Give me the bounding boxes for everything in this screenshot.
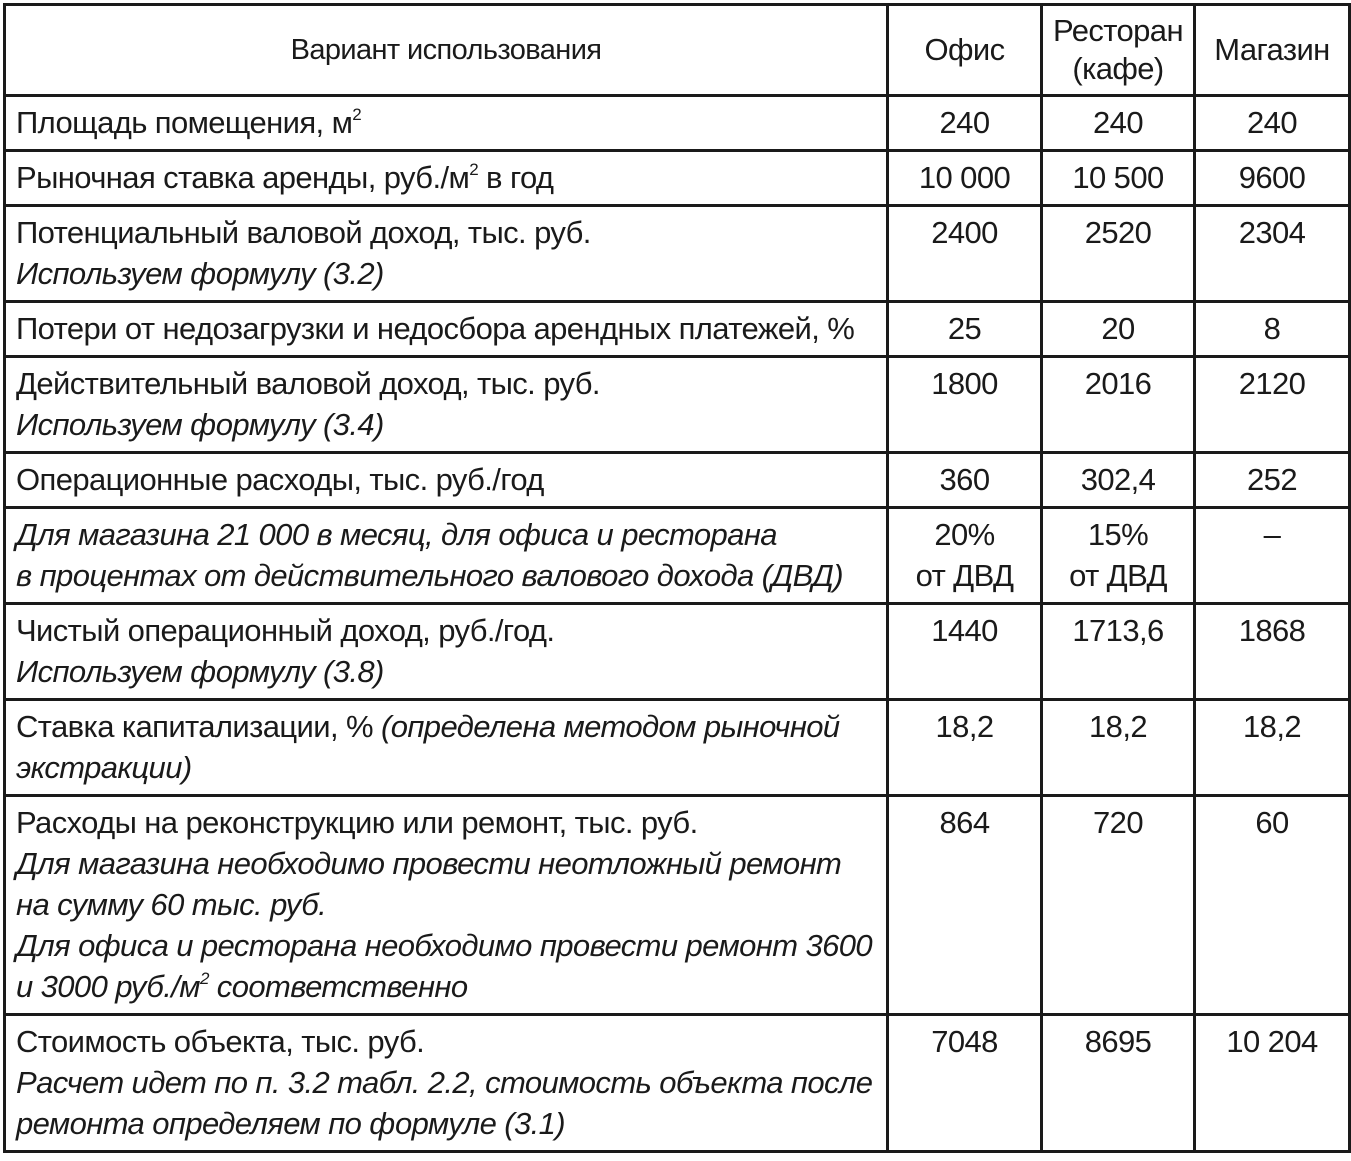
cell-shop: 10 204 bbox=[1195, 1015, 1350, 1152]
row-note-line: Расчет идет по п. 3.2 табл. 2.2, стоимость объекта после bbox=[16, 1065, 873, 1100]
table-row bbox=[5, 796, 1350, 1015]
cell-shop: 1868 bbox=[1195, 604, 1350, 700]
cell-restaurant: 240 bbox=[1042, 96, 1195, 151]
cell-shop: 60 bbox=[1195, 796, 1350, 1015]
row-note-line: Для магазина 21 000 в месяц, для офиса и ресторана bbox=[16, 517, 777, 552]
table-row bbox=[5, 96, 1350, 151]
cell-restaurant: 8695 bbox=[1042, 1015, 1195, 1152]
cell-shop: 2304 bbox=[1195, 206, 1350, 302]
row-label-text: Потенциальный валовой доход, тыс. руб. bbox=[16, 215, 591, 250]
row-note: Используем формулу (3.8) bbox=[16, 654, 384, 689]
table-row bbox=[5, 508, 1350, 604]
row-note-line: (определена методом рыночной bbox=[380, 709, 840, 744]
row-label bbox=[5, 700, 888, 796]
table-row bbox=[5, 302, 1350, 357]
cell-office: 864 bbox=[888, 796, 1042, 1015]
cell-restaurant: 10 500 bbox=[1042, 151, 1195, 206]
cell-shop: 8 bbox=[1195, 302, 1350, 357]
cell-office: 25 bbox=[888, 302, 1042, 357]
cell-office: 20% от ДВД bbox=[888, 508, 1042, 604]
cell-office: 10 000 bbox=[888, 151, 1042, 206]
table-row bbox=[5, 357, 1350, 453]
row-label-text: Ставка капитализации, % bbox=[16, 709, 381, 744]
row-label bbox=[5, 508, 888, 604]
cell-shop: 240 bbox=[1195, 96, 1350, 151]
row-note-line: Для магазина необходимо провести неотложный ремонт bbox=[16, 846, 842, 881]
cell-restaurant: 302,4 bbox=[1042, 453, 1195, 508]
valuation-table bbox=[3, 3, 1351, 1153]
cell-shop: – bbox=[1195, 508, 1350, 604]
header-restaurant-line2: (кафе) bbox=[1072, 51, 1164, 86]
row-label-text: Стоимость объекта, тыс. руб. bbox=[16, 1024, 425, 1059]
row-note-line: и 3000 $руб./м^2$ соответственно bbox=[16, 968, 468, 1004]
row-label: Рыночная ставка аренды, $руб./м^2$ в год bbox=[5, 151, 888, 206]
cell-restaurant: 18,2 bbox=[1042, 700, 1195, 796]
cell-restaurant: 15% от ДВД bbox=[1042, 508, 1195, 604]
header-usage-variant: Вариант использования bbox=[5, 5, 888, 96]
table-header-row bbox=[5, 5, 1350, 96]
cell-shop: 18,2 bbox=[1195, 700, 1350, 796]
header-restaurant bbox=[1042, 5, 1195, 96]
cell-restaurant: 2016 bbox=[1042, 357, 1195, 453]
table-row bbox=[5, 1015, 1350, 1152]
cell-office: 240 bbox=[888, 96, 1042, 151]
table-row bbox=[5, 151, 1350, 206]
cell-restaurant: 2520 bbox=[1042, 206, 1195, 302]
row-note-line: в процентах от действительного валового дохода (ДВД) bbox=[16, 558, 843, 593]
cell-restaurant: 1713,6 bbox=[1042, 604, 1195, 700]
row-label bbox=[5, 1015, 888, 1152]
row-label bbox=[5, 604, 888, 700]
header-restaurant-line1: Ресторан bbox=[1053, 13, 1183, 48]
row-label-text: Чистый операционный доход, руб./год. bbox=[16, 613, 555, 648]
cell-office: 7048 bbox=[888, 1015, 1042, 1152]
cell-office: 18,2 bbox=[888, 700, 1042, 796]
header-office: Офис bbox=[888, 5, 1042, 96]
cell-office: 1440 bbox=[888, 604, 1042, 700]
row-label: Операционные расходы, тыс. руб./год bbox=[5, 453, 888, 508]
cell-restaurant: 720 bbox=[1042, 796, 1195, 1015]
row-label bbox=[5, 357, 888, 453]
table-row bbox=[5, 453, 1350, 508]
cell-office: 360 bbox=[888, 453, 1042, 508]
cell-restaurant: 20 bbox=[1042, 302, 1195, 357]
row-note: Используем формулу (3.2) bbox=[16, 256, 384, 291]
row-label bbox=[5, 796, 888, 1015]
row-note-line: на сумму 60 тыс. руб. bbox=[16, 887, 327, 922]
row-note-line: Для офиса и ресторана необходимо провести ремонт 3600 bbox=[16, 928, 873, 963]
cell-office: 1800 bbox=[888, 357, 1042, 453]
table-row bbox=[5, 604, 1350, 700]
row-note-line: экстракции) bbox=[16, 750, 192, 785]
row-note-line: ремонта определяем по формуле (3.1) bbox=[16, 1106, 566, 1141]
cell-office: 2400 bbox=[888, 206, 1042, 302]
cell-shop: 9600 bbox=[1195, 151, 1350, 206]
row-note: Используем формулу (3.4) bbox=[16, 407, 384, 442]
cell-shop: 252 bbox=[1195, 453, 1350, 508]
cell-shop: 2120 bbox=[1195, 357, 1350, 453]
table-row bbox=[5, 206, 1350, 302]
row-label-text: Действительный валовой доход, тыс. руб. bbox=[16, 366, 600, 401]
row-label-text: Расходы на реконструкцию или ремонт, тыс. руб. bbox=[16, 805, 698, 840]
row-label: Площадь помещения, $м^2$ bbox=[5, 96, 888, 151]
row-label bbox=[5, 206, 888, 302]
row-label: Потери от недозагрузки и недосбора арендных платежей, % bbox=[5, 302, 888, 357]
table-row bbox=[5, 700, 1350, 796]
header-shop: Магазин bbox=[1195, 5, 1350, 96]
